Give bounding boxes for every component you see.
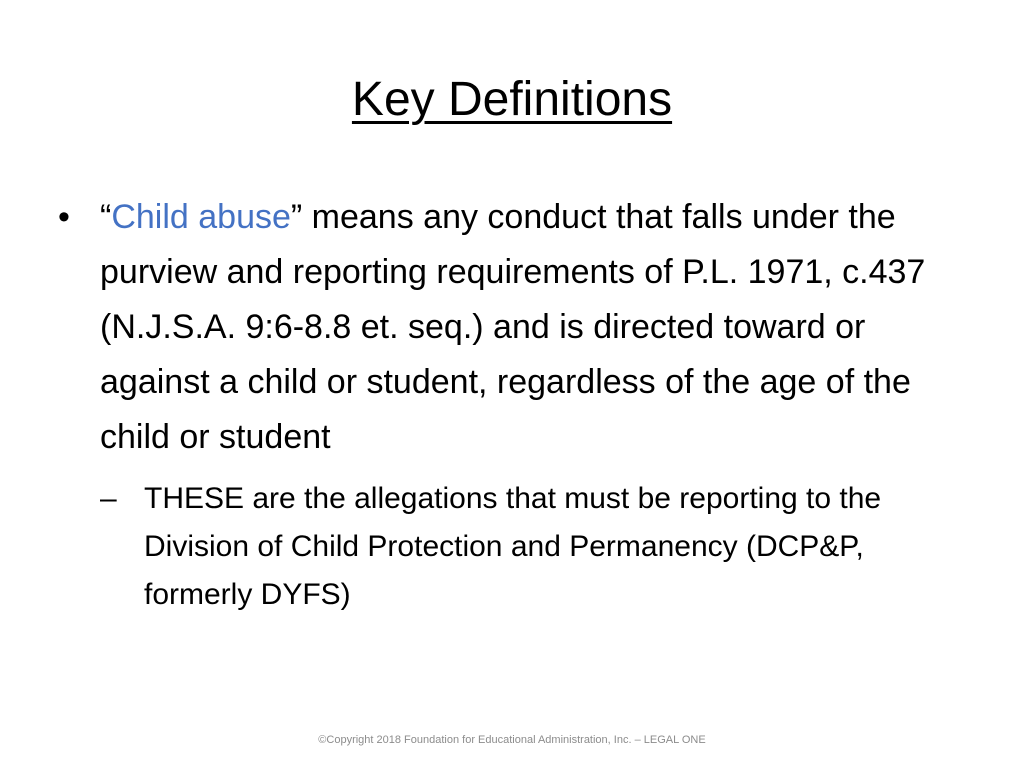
sub-bullet-marker: – bbox=[100, 482, 117, 515]
open-quote: “ bbox=[100, 198, 112, 236]
definition-text: means any conduct that falls under the purview and reporting requirements of P.L. 1971, c.437 (N.J.S.A. 9:6-8.8 et. seq.) and is directed toward or against a child or student, regardless of the age of the child or student bbox=[100, 198, 926, 456]
bullet-list bbox=[58, 190, 958, 619]
bullet-item-child-abuse bbox=[58, 190, 958, 465]
close-quote: ” bbox=[290, 198, 303, 236]
bullet-marker: • bbox=[58, 198, 70, 236]
copyright-footer: ©Copyright 2018 Foundation for Educational Administration, Inc. – LEGAL ONE bbox=[318, 734, 706, 746]
slide-title: Key Definitions bbox=[351, 73, 673, 126]
defined-term: Child abuse bbox=[111, 198, 291, 236]
sub-bullet-item bbox=[100, 475, 958, 619]
sub-bullet-text: THESE are the allegations that must be reporting to the Division of Child Protection and Permanency (DCP&P, formerly DYFS) bbox=[144, 482, 882, 611]
